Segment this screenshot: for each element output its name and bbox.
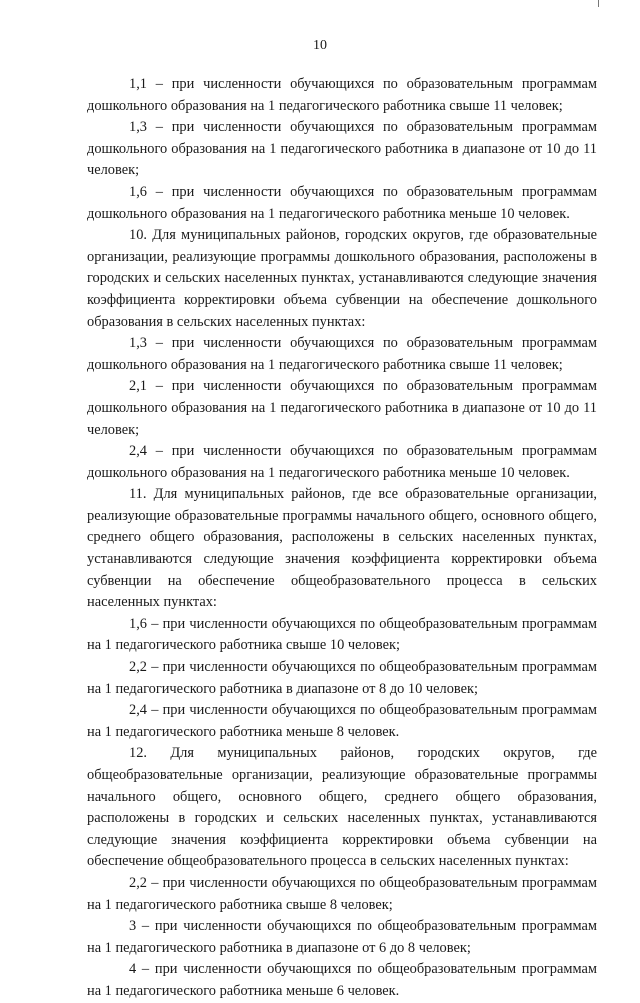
paragraph: 1,3 – при численности обучающихся по образовательным программам дошкольного образования на 1 педагогического работника в диапазоне от 10 до 11 человек; xyxy=(87,119,597,179)
paragraph: 1,6 – при численности обучающихся по образовательным программам дошкольного образования на 1 педагогического работника меньше 10 человек. xyxy=(87,183,597,222)
paragraph: 1,1 – при численности обучающихся по образовательным программам дошкольного образования на 1 педагогического работника свыше 11 человек; xyxy=(87,76,597,114)
paragraph: 2,4 – при численности обучающихся по образовательным программам дошкольного образования на 1 педагогического работника меньше 10 человек. xyxy=(87,443,597,481)
page-edge-mark xyxy=(598,0,599,7)
paragraph-section-10: 10. Для муниципальных районов, городских округов, где образовательные организации, реализующие программы дошкольного образования, расположены в городских и сельских населенных пунктах, устанавливаются следующие значения коэффициента корректировки объема субвенции на обеспечение дошкольного образования в сельских населенных пунктах: xyxy=(87,227,597,330)
paragraph-section-11: 11. Для муниципальных районов, где все образовательные организации, реализующие образовательные программы начального общего, основного общего, среднего общего образования, расположены в сельских населенных пунктах, устанавливаются следующие значения коэффициента корректировки объема субвенции на обеспечение общеобразовательного процесса в сельских населенных пунктах: xyxy=(87,486,597,611)
paragraph: 4 – при численности обучающихся по общеобразовательным программам на 1 педагогического работника меньше 6 человек. xyxy=(87,961,597,999)
paragraph: 1,3 – при численности обучающихся по образовательным программам дошкольного образования на 1 педагогического работника свыше 11 человек; xyxy=(87,335,597,373)
paragraph: 2,4 – при численности обучающихся по общеобразовательным программам на 1 педагогического работника меньше 8 человек. xyxy=(87,702,597,740)
document-body xyxy=(87,74,597,1003)
paragraph-section-12: 12. Для муниципальных районов, городских округов, где общеобразовательные организации, реализующие образовательные программы начального общего, основного общего, среднего общего образования, расположены в городских и сельских населенных пунктах, устанавливаются следующие значения коэффициента корректировки объема субвенции на обеспечение общеобразовательного процесса в сельских населенных пунктах: xyxy=(87,745,597,870)
page-number: 10 xyxy=(313,38,327,53)
paragraph: 3 – при численности обучающихся по общеобразовательным программам на 1 педагогического работника в диапазоне от 6 до 8 человек; xyxy=(87,918,597,956)
paragraph: 2,2 – при численности обучающихся по общеобразовательным программам на 1 педагогического работника в диапазоне от 8 до 10 человек; xyxy=(87,659,597,697)
paragraph: 2,1 – при численности обучающихся по образовательным программам дошкольного образования на 1 педагогического работника в диапазоне от 10 до 11 человек; xyxy=(87,378,597,438)
paragraph: 2,2 – при численности обучающихся по общеобразовательным программам на 1 педагогического работника свыше 8 человек; xyxy=(87,874,597,913)
paragraph: 1,6 – при численности обучающихся по общеобразовательным программам на 1 педагогического работника свыше 10 человек; xyxy=(87,615,597,654)
